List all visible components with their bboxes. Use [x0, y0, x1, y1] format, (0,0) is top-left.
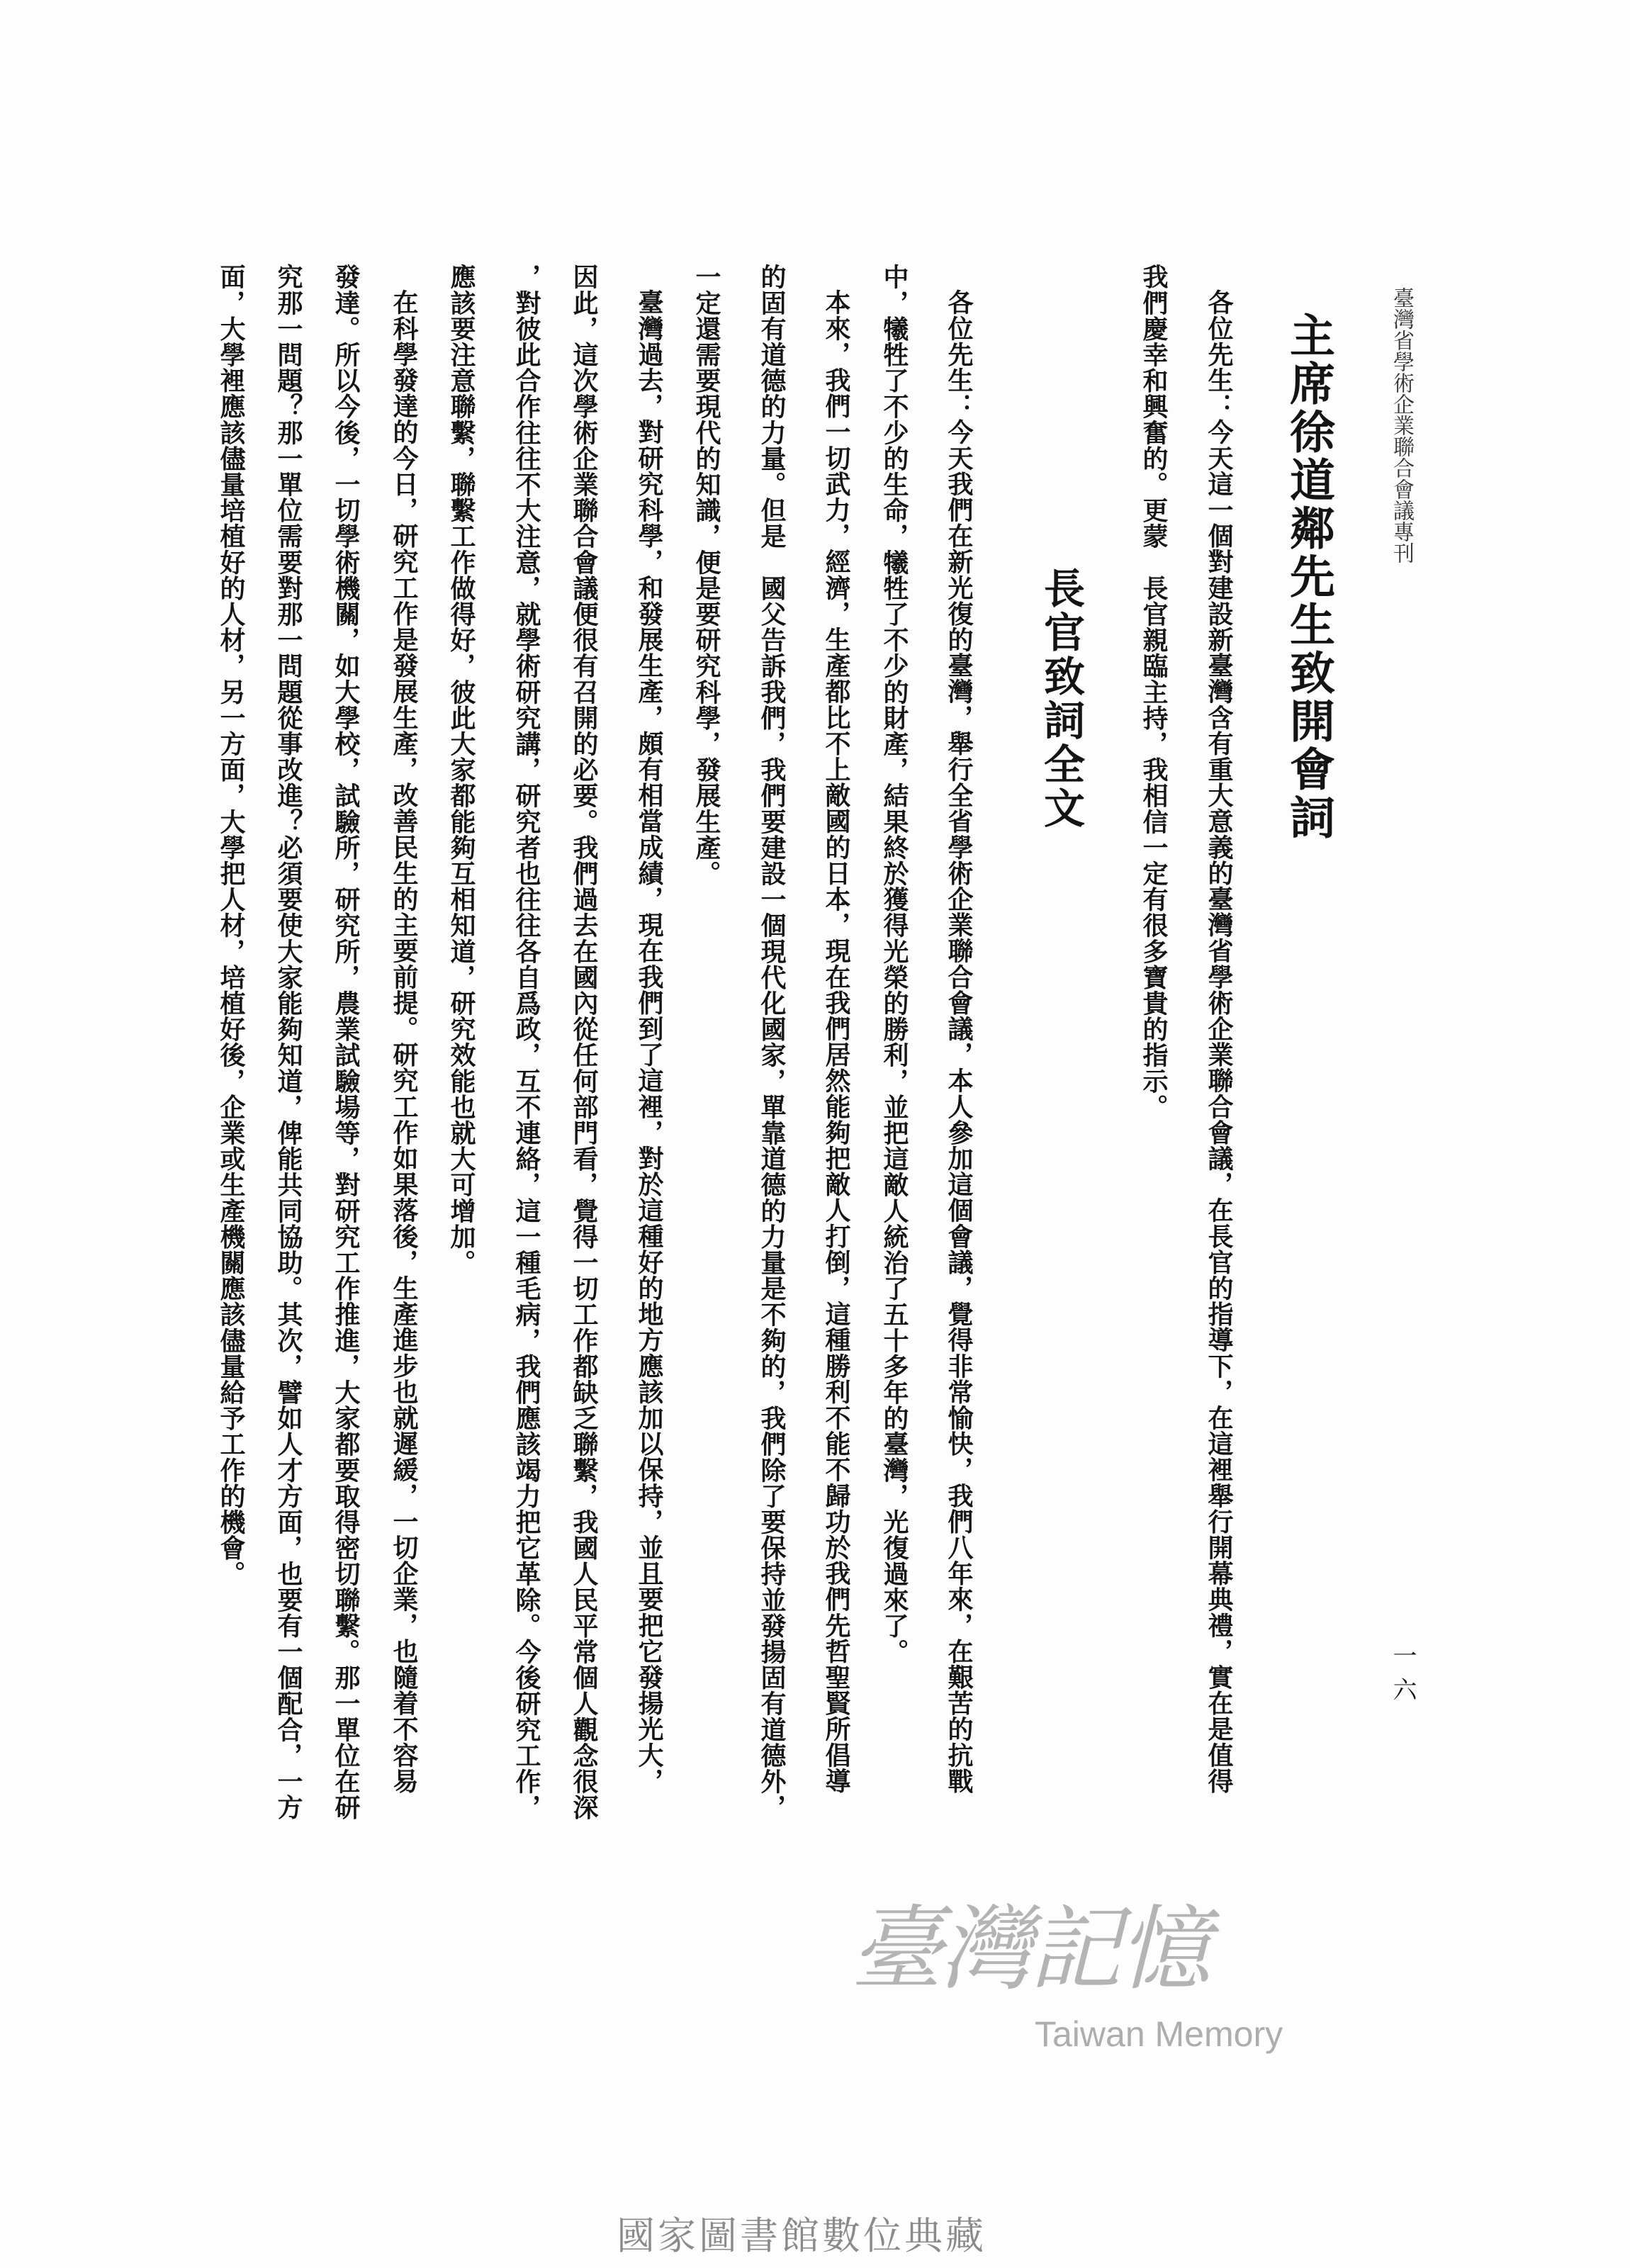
- text-column: 一定還需要現代的知識，便是要研究科學，發展生產。: [692, 264, 721, 887]
- text-column: 應該要注意聯繫，聯繫工作做得好，彼此大家都能夠互相知道，研究效能也就大可增加。: [446, 264, 476, 1276]
- page-number: 一六: [1388, 1643, 1417, 1711]
- text-column: 究那一問題？那一單位需要對那一問題從事改進？必須要使大家能夠知道，俾能共同協助。其次，譬如人才方面，也要有一個配合，一方: [274, 264, 303, 1820]
- text-column: 各位先生：今天我們在新光復的臺灣，舉行全省學術企業聯合會議，本人參加這個會議，覺得非常愉快，我們八年來，在艱苦的抗戰: [944, 289, 974, 1794]
- running-header: 臺灣省學術企業聯合會議專刊: [1389, 287, 1414, 563]
- section-title: 長官致詞全文: [1037, 567, 1085, 831]
- text-column: 各位先生：今天這一個對建設新臺灣含有重大意義的臺灣省學術企業聯合會議，在長官的指導下，在這裡舉行開幕典禮，實在是值得: [1204, 289, 1234, 1794]
- text-column: 本來，我們一切武力，經濟，生產都比不上敵國的日本，現在我們居然能夠把敵人打倒，這種勝利不能不歸功於我們先哲聖賢所倡導: [821, 289, 851, 1794]
- article-title: 主席徐道鄰先生致開會詞: [1282, 312, 1335, 842]
- watermark-logo: 臺灣記憶: [850, 1895, 1208, 2003]
- text-column: 面，大學裡應該儘量培植好的人材，另一方面，大學把人材，培植好後，企業或生產機關應該儘量給予工作的機會。: [216, 264, 246, 1587]
- watermark-logo-english: Taiwan Memory: [1035, 2014, 1283, 2054]
- text-column: 中，犧牲了不少的生命，犧牲了不少的財產，結果終於獲得光榮的勝利，並把這敵人統治了五十多年的臺灣，光復過來了。: [879, 264, 909, 1665]
- text-column: 因此，這次學術企業聯合會議便很有召開的必要。我們過去在國內從任何部門看，覺得一切工作都缺乏聯繫，我國人民平常個人觀念很深: [569, 264, 599, 1820]
- text-column: 我們慶幸和興奮的。更蒙 長官親臨主持，我相信一定有很多寶貴的指示。: [1139, 264, 1169, 1120]
- text-column: 臺灣過去，對研究科學，和發展生產，頗有相當成績，現在我們到了這裡，對於這種好的地方應該加以保持，並且要把它發揚光大，: [634, 289, 664, 1794]
- text-column: ，對彼此合作往往不大注意，就學術研究講，研究者也往往各自爲政，互不連絡，這一種毛病，我們應該竭力把它革除。今後研究工作，: [512, 264, 541, 1820]
- text-column: 發達。所以今後，一切學術機關，如大學校，試驗所，研究所，農業試驗場等，對研究工作推進，大家都要取得密切聯繫。那一單位在研: [331, 264, 361, 1820]
- footer-credit: 國家圖書館數位典藏: [617, 2213, 987, 2258]
- text-column: 的固有道德的力量。但是 國父告訴我們，我們要建設一個現代化國家，單靠道德的力量是不夠的，我們除了要保持並發揚固有道德外，: [757, 264, 787, 1820]
- text-column: 在科學發達的今日，研究工作是發展生產，改善民生的主要前提。研究工作如果落後，生產進步也就遲緩，一切企業，也隨着不容易: [389, 289, 419, 1794]
